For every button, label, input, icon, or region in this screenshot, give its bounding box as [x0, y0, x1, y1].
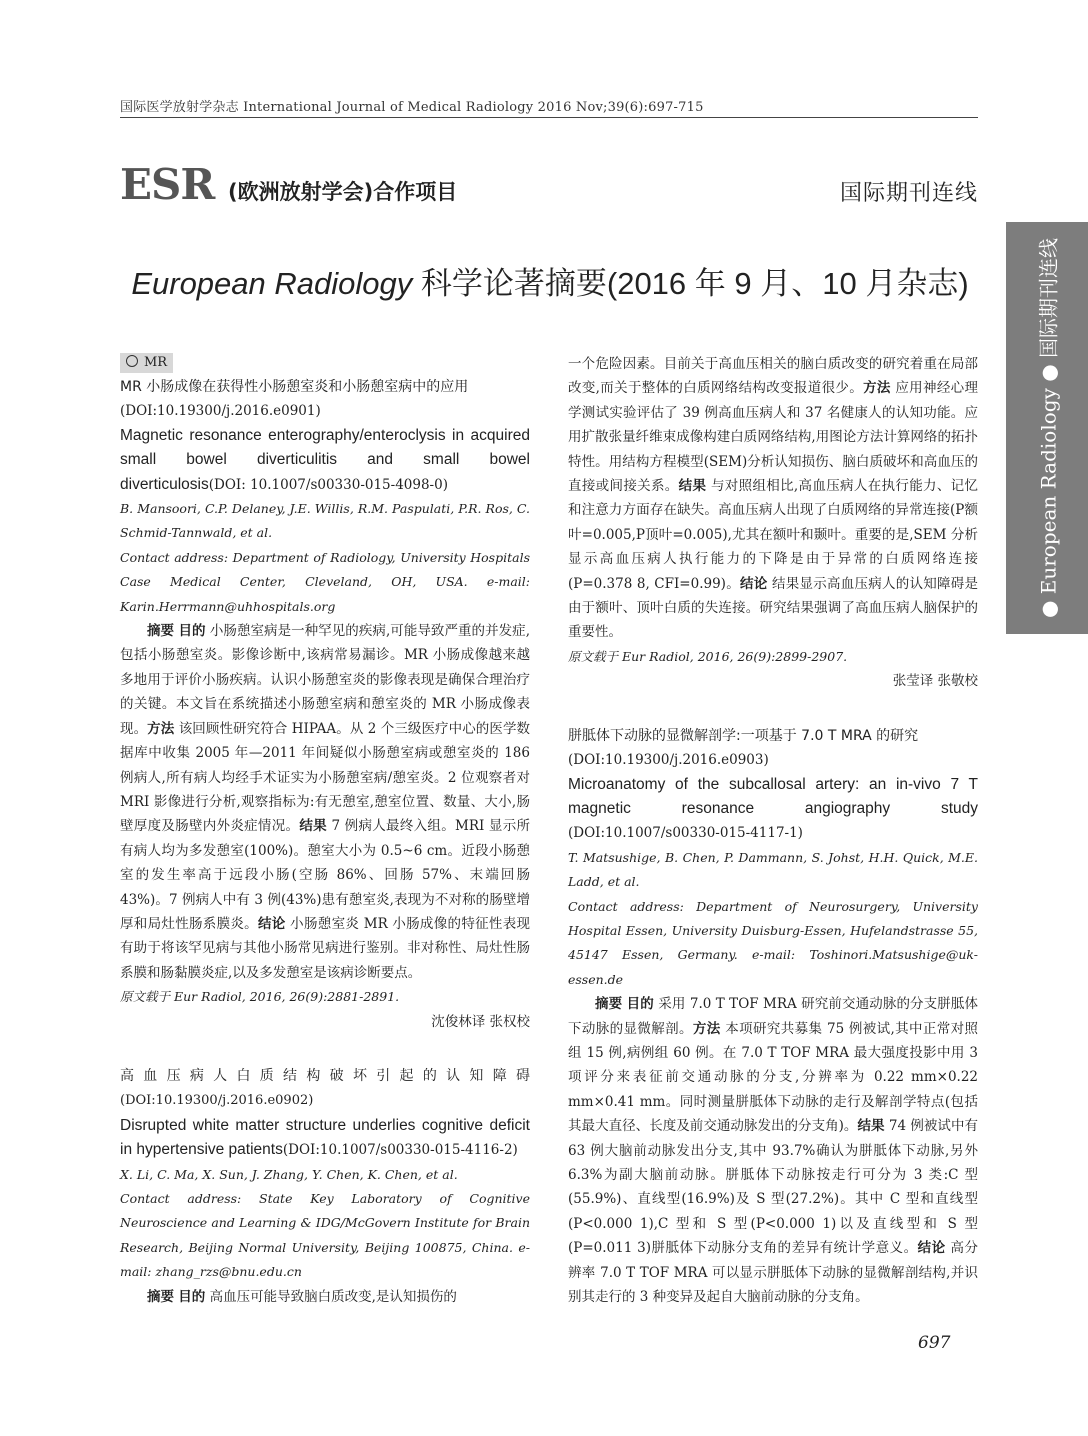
abstract-head: 结果: [857, 1118, 885, 1135]
header-rule: [120, 117, 978, 118]
category-label: MR: [144, 355, 168, 370]
abstract-head: 方法: [147, 720, 175, 737]
abstract-head: 结果: [299, 818, 327, 835]
abstract-head: 结论: [917, 1240, 946, 1257]
article-2-title-en-text: Disrupted white matter structure underlies cognitive deficit in hypertensive patients: [120, 1116, 530, 1159]
abstract-label: 摘要: [147, 623, 175, 640]
circle-icon: [126, 355, 138, 367]
article-3-title-cn: 胼胝体下动脉的显微解剖学:一项基于 7.0 T MRA 的研究: [568, 727, 919, 744]
article-3-doi-cn: (DOI:10.19300/j.2016.e0903): [568, 752, 769, 769]
abstract-label: 摘要: [595, 996, 623, 1013]
article-1-contact: Contact address: Department of Radiology, University Hospitals Case Medical Center, Cleveland, OH, USA. e-mail: Karin.Herrmann@uhhospitals.org: [120, 549, 530, 614]
side-tab: [1006, 222, 1088, 634]
article-1-translators: 沈俊林译 张权校: [431, 1013, 530, 1030]
category-badge: [120, 353, 173, 373]
article-2-doi-cn: (DOI:10.19300/j.2016.e0902): [120, 1093, 314, 1109]
article-1-authors: B. Mansoori, C.P. Delaney, J.E. Willis, R.M. Paspulati, P.R. Ros, C. Schmid-Tannwald, et al.: [120, 501, 530, 541]
article-2-doi-en: (DOI:10.1007/s00330-015-4116-2): [282, 1142, 518, 1159]
abstract-text: 结果显示高血压病人的认知障碍是由于额叶、顶叶白质的失连接。研究结果强调了高血压病人脑保护的重要性。: [568, 575, 978, 641]
left-column: [120, 350, 530, 1309]
article-1-title-en: [120, 424, 530, 497]
article-1-doi-cn: (DOI:10.19300/j.2016.e0901): [120, 403, 321, 420]
abstract-text: 一个危险因素。目前关于高血压相关的脑白质改变的研究着重在局部改变,而关于整体的白质网络结构改变报道很少。: [568, 356, 978, 397]
article-3-title-en-text: Microanatomy of the subcallosal artery: an in-vivo 7 T magnetic resonance angiography study: [568, 775, 978, 817]
abstract-text: 高分辨率 7.0 T TOF MRA 可以显示胼胝体下动脉的显微解剖结构,并识别其走行的 3 种变异及起自大脑前动脉的分支角。: [568, 1240, 978, 1306]
article-3-doi-en: (DOI:10.1007/s00330-015-4117-1): [568, 825, 803, 842]
abstract-head: 目的: [178, 1288, 206, 1305]
article-2-title: [120, 1064, 530, 1114]
abstract-head: 方法: [863, 380, 891, 397]
abstract-head: 结论: [257, 915, 286, 932]
abstract-text: 与对照组相比,高血压病人在执行能力、记忆和注意力方面存在缺失。高血压病人出现了白质网络的异常连接(P额叶=0.005,P顶叶=0.005),尤其在额叶和颞叶。重要的是,SEM 分析显示高血压病人执行能力的下降是由于异常的白质网络连接(P=0.378 8, CFI=0.99)。: [568, 478, 979, 592]
abstract-text: 74 例被试中有 63 例大脑前动脉发出分支,其中 93.7%确认为胼胝体下动脉,另外 6.3%为副大脑前动脉。胼胝体下动脉按走行可分为 3 类:C 型(55.9%)、直线型(16.9%)及 S 型(27.2%)。其中 C 型和直线型(P<0.000 1),C 型和 S 型(P<0.000 1)以及直线型和 S 型(P=0.011 3)胼胝体下动脉分支角的差异有统计学意义。: [568, 1118, 978, 1257]
abstract-text: 小肠憩室病是一种罕见的疾病,可能导致严重的并发症,包括小肠憩室炎。影像诊断中,该病常易漏诊。MR 小肠成像越来越多地用于评价小肠疾病。认识小肠憩室炎的影像表现是确保合理治疗的关键。本文旨在系统描述小肠憩室病和憩室炎的 MR 小肠成像表现。: [120, 623, 531, 737]
article-2-title-en: [120, 1114, 530, 1163]
article-1-source: 原文载于 Eur Radiol, 2016, 26(9):2881-2891.: [120, 989, 400, 1005]
article-3-title-en: [568, 773, 978, 846]
page-title-journal: European Radiology: [131, 266, 413, 301]
abstract-head: 结果: [678, 478, 707, 495]
side-tab-text: ● European Radiology ● 国际期刊连线: [1036, 237, 1061, 619]
abstract-head: 结论: [739, 575, 768, 592]
article-1-title-cn: [120, 375, 530, 399]
section-name: 国际期刊连线: [839, 181, 978, 206]
article-1-title-en-text: Magnetic resonance enterography/enteroclysis in acquired small bowel diverticulitis and small bowel diverticulosis: [120, 426, 530, 493]
abstract-text: 高血压可能导致脑白质改变,是认知损伤的: [205, 1288, 457, 1305]
abstract-label: 摘要: [147, 1288, 174, 1305]
abstract-text: 应用神经心理学测试实验评估了 39 例高血压病人和 37 名健康人的认知功能。应用扩散张量纤维束成像构建白质网络结构,用图论方法计算网络的拓扑特性。用结构方程模型(SEM)分析认知损伤、脑白质破坏和高血压的直接或间接关系。: [568, 380, 979, 495]
running-head: 国际医学放射学杂志 International Journal of Medical Radiology 2016 Nov;39(6):697-715: [120, 100, 704, 115]
article-2-source: 原文载于 Eur Radiol, 2016, 26(9):2899-2907.: [568, 648, 848, 664]
article-3-contact: Contact address: Department of Neurosurgery, University Hospital Essen, University Duisburg-Essen, Hufelandstrasse 55, 45147 Essen, Germany. e-mail: Toshinori.Matsushige@uk-essen.de: [568, 898, 978, 987]
article-2-contact: Contact address: State Key Laboratory of Cognitive Neuroscience and Learning & IDG/McGovern Institute for Brain Research, Beijing Normal University, Beijing 100875, China. e-mail: zhang_rzs@bnu.edu.cn: [120, 1191, 530, 1280]
abstract-text: 7 例病人最终入组。MRI 显示所有病人均为多发憩室(100%)。憩室大小为 0.5~6 cm。近段小肠憩室的发生率高于远段小肠(空肠 86%、回肠 57%、末端回肠 43%)。7 例病人中有 3 例(43%)患有憩室炎,表现为不对称的肠壁增厚和局灶性肠系膜炎。: [120, 818, 530, 932]
article-3-authors: T. Matsushige, B. Chen, P. Dammann, S. Johst, H.H. Quick, M.E. Ladd, et al.: [568, 849, 978, 890]
article-3-abstract: [568, 992, 978, 1309]
abstract-head: 目的: [178, 623, 206, 640]
abstract-text: 采用 7.0 T TOF MRA 研究前交通动脉的分支胼胝体下动脉的显微解剖。: [568, 996, 979, 1037]
abstract-head: 方法: [692, 1020, 721, 1037]
abstract-head: 目的: [626, 996, 654, 1013]
abstract-text: 该回顾性研究符合 HIPAA。从 2 个三级医疗中心的医学数据库中收集 2005 年—2011 年间疑似小肠憩室病或憩室炎的 186 例病人,所有病人均经手术证实为小肠憩室病/憩室炎。2 位观察者对 MRI 影像进行分析,观察指标为:有无憩室,憩室位置、数量、大小,肠壁厚度及肠壁内外炎症情况。: [120, 720, 531, 835]
article-1-abstract: [120, 619, 530, 985]
article-2-translators: 张莹译 张敬校: [892, 673, 978, 690]
article-2-abstract-start: [120, 1285, 530, 1309]
abstract-text: 本项研究共募集 75 例被试,其中正常对照组 15 例,病例组 60 例。在 7.0 T TOF MRA 最大强度投影中用 3 项评分来表征前交通动脉的分支,分辨率为 0.22 mm×0.22 mm×0.41 mm。同时测量胼胝体下动脉的走行及解剖学特点(包括其最大直径、长度及前交通动脉发出的分支角)。: [568, 1020, 979, 1135]
article-1-title-cn-text: MR 小肠成像在获得性小肠憩室炎和小肠憩室病中的应用: [120, 379, 469, 395]
esr-logo: ESR: [120, 160, 215, 209]
article-2-title-cn: 高血压病人白质结构破坏引起的认知障碍: [120, 1067, 530, 1084]
page-title-rest: 科学论著摘要(2016 年 9 月、10 月杂志): [412, 266, 969, 301]
page-number: 697: [918, 1333, 951, 1353]
esr-subtitle: (欧洲放射学会)合作项目: [228, 180, 458, 204]
article-2-authors: X. Li, C. Ma, X. Sun, J. Zhang, Y. Chen, K. Chen, et al.: [120, 1166, 458, 1182]
page-title: [0, 258, 1088, 303]
article-1-doi-en: (DOI: 10.1007/s00330-015-4098-0): [208, 476, 448, 493]
article-2-abstract-cont: [568, 352, 978, 645]
right-column: [568, 352, 978, 1309]
abstract-text: 小肠憩室炎 MR 小肠成像的特征性表现有助于将该罕见病与其他小肠常见病进行鉴别。非对称性、局灶性肠系膜和肠黏膜炎症,以及多发憩室是该病诊断要点。: [120, 915, 531, 981]
